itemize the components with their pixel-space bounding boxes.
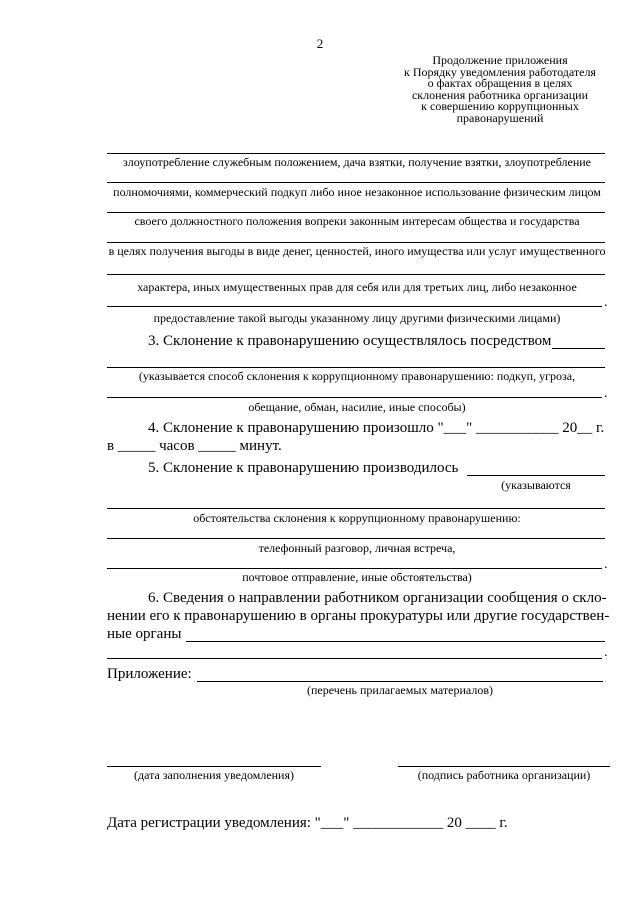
item-6-text: нении его к правонарушению в органы прокуратуры или другие государствен- <box>107 608 610 624</box>
header-line: правонарушений <box>456 110 544 125</box>
attachment-label: Приложение: <box>107 666 192 682</box>
fill-line[interactable] <box>467 475 605 476</box>
item-4-time: в _____ часов _____ минут. <box>107 438 282 454</box>
fill-line[interactable] <box>107 397 602 398</box>
field-caption: полномочиями, коммерческий подкуп либо иное незаконное использование физическим лицом <box>113 185 601 199</box>
fill-line[interactable] <box>186 641 605 642</box>
attachment-line[interactable] <box>197 681 603 682</box>
fill-line[interactable] <box>107 182 605 183</box>
header-line: склонения работника организации <box>411 87 588 102</box>
period: . <box>604 645 608 660</box>
header-line: о фактах обращения в целях <box>427 76 573 90</box>
item-6-text: ные органы <box>107 626 182 642</box>
field-caption: (указывается способ склонения к коррупционному правонарушению: подкуп, угроза, <box>138 369 576 383</box>
field-caption: обещание, обман, насилие, иные способы) <box>248 400 466 414</box>
header-line: к совершению коррупционных <box>421 99 579 113</box>
fill-line[interactable] <box>107 538 605 539</box>
fill-line[interactable] <box>107 568 602 569</box>
field-caption: (указываются <box>501 478 571 492</box>
field-caption: злоупотребление служебным положением, дача взятки, получение взятки, злоупотребление <box>123 155 591 169</box>
fill-line[interactable] <box>107 367 605 368</box>
header-line: Продолжение приложения <box>432 53 568 67</box>
period: . <box>604 295 608 310</box>
fill-line[interactable] <box>552 348 605 349</box>
registration-date: Дата регистрации уведомления: "___" ____________ 20 ____ г. <box>107 815 508 831</box>
item-3-text: 3. Склонение к правонарушению осуществлялось посредством <box>148 333 552 349</box>
field-caption: в целях получения выгоды в виде денег, ценностей, иного имущества или услуг имущественного <box>108 244 606 258</box>
field-caption: телефонный разговор, личная встреча, <box>258 541 456 555</box>
field-caption: почтовое отправление, иные обстоятельства) <box>242 570 472 584</box>
date-caption: (дата заполнения уведомления) <box>133 768 294 782</box>
fill-line[interactable] <box>107 508 605 509</box>
page-number: 2 <box>316 36 324 51</box>
header-line: к Порядку уведомления работодателя <box>404 64 596 79</box>
period: . <box>604 557 608 572</box>
period: . <box>604 386 608 401</box>
item-5-text: 5. Склонение к правонарушению производилось <box>148 460 459 476</box>
item-4-text: 4. Склонение к правонарушению произошло "___" ___________ 20__ г. <box>148 420 605 436</box>
fill-line[interactable] <box>107 242 605 243</box>
field-caption: обстоятельства склонения к коррупционному правонарушению: <box>193 511 521 525</box>
date-line[interactable] <box>107 766 321 767</box>
item-6-text: 6. Сведения о направлении работником организации сообщения о скло- <box>148 590 607 606</box>
signature-caption: (подпись работника организации) <box>417 768 591 782</box>
fill-line[interactable] <box>107 274 605 275</box>
fill-line[interactable] <box>107 658 602 659</box>
signature-line[interactable] <box>398 766 610 767</box>
field-caption: своего должностного положения вопреки законным интересам общества и государства <box>134 214 580 228</box>
fill-line[interactable] <box>107 306 602 307</box>
fill-line[interactable] <box>107 153 605 154</box>
field-caption: характера, иных имущественных прав для себя или для третьих лиц, либо незаконное <box>137 280 577 294</box>
field-caption: (перечень прилагаемых материалов) <box>306 683 494 697</box>
field-caption: предоставление такой выгоды указанному лицу другими физическими лицами) <box>153 311 561 325</box>
fill-line[interactable] <box>107 212 605 213</box>
appendix-header <box>382 55 618 124</box>
